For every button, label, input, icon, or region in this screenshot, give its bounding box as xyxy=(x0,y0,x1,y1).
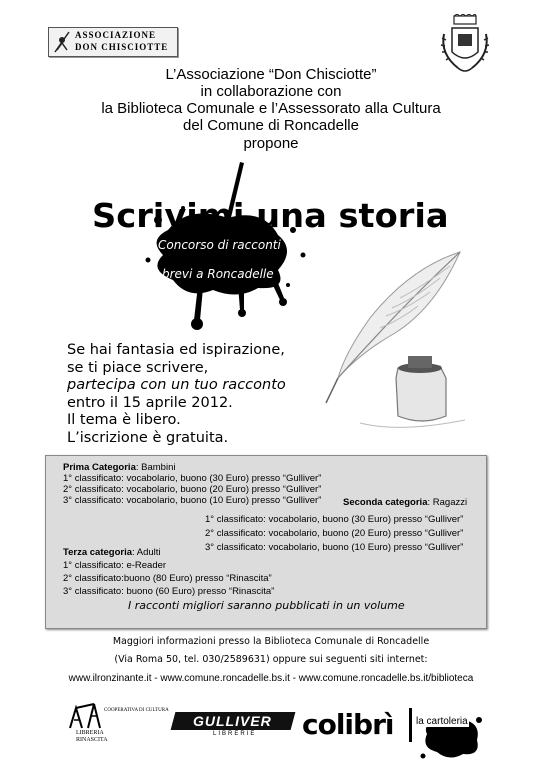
gulliver-logo xyxy=(173,712,293,740)
website-links[interactable]: www.ilronzinante.it - www.comune.roncadelle.bs.it - www.comune.roncadelle.bs.it/biblioteca xyxy=(68,673,474,684)
cartoleria-logo xyxy=(415,700,485,760)
gulliver-text: GULLIVER xyxy=(193,713,272,729)
intro-line-2: in collaborazione con xyxy=(200,83,342,100)
description-line-6: L’iscrizione è gratuita. xyxy=(67,429,229,446)
description-line-4: entro il 15 aprile 2012. xyxy=(67,394,233,411)
don-quixote-icon xyxy=(51,30,73,54)
category-3-prize-2: 2° classificato:buono (80 Euro) presso “Rinascita” xyxy=(63,573,272,584)
contest-description xyxy=(67,342,286,447)
gulliver-subtext: LIBRERIE xyxy=(213,731,257,737)
category-2-group: : Ragazzi xyxy=(427,497,468,508)
libreria-rinascita-logo xyxy=(68,700,168,750)
category-1-prize-2: 2° classificato: vocabolario, buono (20 Euro) presso “Gulliver” xyxy=(63,484,322,495)
category-1-prize-1: 1° classificato: vocabolario, buono (30 Euro) presso “Gulliver” xyxy=(63,473,322,484)
libreria-text: LIBRERIA xyxy=(76,730,104,736)
intro-line-1: L’Associazione “Don Chisciotte” xyxy=(165,66,377,83)
cartoleria-text: la cartoleria xyxy=(416,716,468,727)
category-1-prize-3: 3° classificato: vocabolario, buono (10 Euro) presso “Gulliver” xyxy=(63,495,322,506)
category-3-prize-1: 1° classificato: e-Reader xyxy=(63,560,167,571)
intro-line-4: del Comune di Roncadelle xyxy=(183,117,359,134)
category-2-prize-3: 3° classificato: vocabolario, buono (10 Euro) presso “Gulliver” xyxy=(205,542,464,553)
category-2-prize-1: 1° classificato: vocabolario, buono (30 Euro) presso “Gulliver” xyxy=(205,514,464,525)
info-line-1: Maggiori informazioni presso la Biblioteca Comunale di Roncadelle xyxy=(112,636,430,647)
contest-subtitle-1: Concorso di racconti xyxy=(158,238,281,252)
category-1-label: Prima Categoria xyxy=(63,462,136,473)
description-line-2: se ti piace scrivere, xyxy=(67,359,209,376)
category-2-prize-2: 2° classificato: vocabolario, buono (20 Euro) presso “Gulliver” xyxy=(205,528,464,539)
intro-line-5: propone xyxy=(243,135,299,152)
sponsor-divider xyxy=(409,708,412,742)
description-line-5: Il tema è libero. xyxy=(67,412,181,428)
intro-line-3: la Biblioteca Comunale e l’Assessorato alla Cultura xyxy=(101,100,441,117)
rinascita-text: RINASCITA xyxy=(76,737,108,743)
description-line-3: partecipa con un tuo racconto xyxy=(67,377,286,393)
description-line-1: Se hai fantasia ed ispirazione, xyxy=(67,342,285,358)
rinascita-icon xyxy=(68,702,102,730)
contest-subtitle-2: brevi a Roncadelle xyxy=(162,267,274,281)
category-1-group: : Bambini xyxy=(135,462,176,473)
contest-title: Scrivimi una storia xyxy=(92,196,449,235)
publication-note: I racconti migliori saranno pubblicati in un volume xyxy=(128,599,405,612)
category-2-label: Seconda categoria xyxy=(343,497,428,508)
category-2 xyxy=(205,497,467,553)
category-3-label: Terza categoria xyxy=(63,547,132,558)
coop-text: COOPERATIVA DI CULTURA xyxy=(104,708,169,713)
association-logo-line2: DON CHISCIOTTE xyxy=(75,42,169,52)
quill-inkwell-illustration xyxy=(300,248,470,438)
category-3 xyxy=(63,547,274,597)
colibri-text: colibrì xyxy=(302,708,394,741)
association-logo xyxy=(48,27,178,57)
association-logo-line1: ASSOCIAZIONE xyxy=(75,30,157,40)
info-line-2: (Via Roma 50, tel. 030/2589631) oppure sui seguenti siti internet: xyxy=(114,654,428,665)
category-3-group: : Adulti xyxy=(132,547,161,558)
category-3-prize-3: 3° classificato: buono (60 Euro) presso “Rinascita” xyxy=(63,586,275,597)
colibri-logo xyxy=(302,708,393,742)
